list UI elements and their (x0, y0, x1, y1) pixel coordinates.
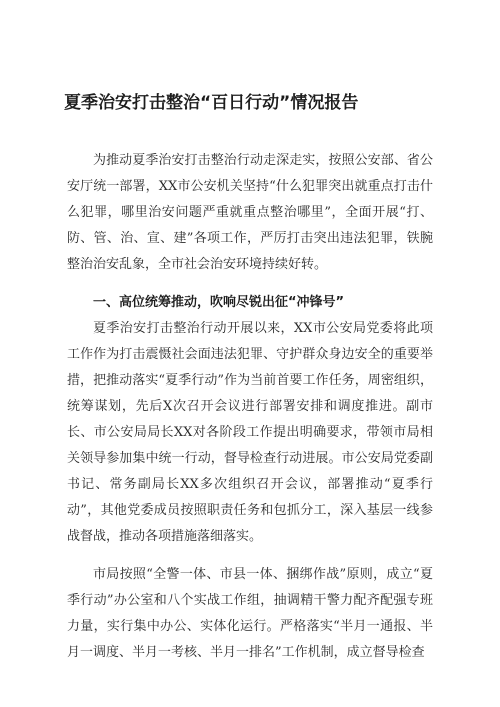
section-1-heading: 一、高位统筹推动，吹响尽锐出征“冲锋号” (93, 295, 345, 310)
document-title: 夏季治安打击整治“百日行动”情况报告 (64, 93, 359, 113)
intro-paragraph: 为推动夏季治安打击整治行动走深走实，按照公安部、省公安厅统一部署，XX市公安机关坚持“什么犯罪突出就重点打击什么犯罪，哪里治安问题严重就重点整治哪里”，全面开展“打、防、管、治、宣、建”各项工作，严厉打击突出违法犯罪，铁腕整治治安乱象，全市社会治安环境持续好转。 (67, 153, 433, 272)
section-1-paragraph-1: 夏季治安打击整治行动开展以来，XX市公安局党委将此项工作作为打击震慑社会面违法犯罪、守护群众身边安全的重要举措，把推动落实“夏季行动”作为当前首要工作任务，周密组织，统筹谋划，先后X次召开会议进行部署安排和调度推进。副市长、市公安局局长XX对各阶段工作提出明确要求，带领市局相关领导参加集中统一行动，督导检查行动进展。市公安局党委副书记、常务副局长XX多次组织召开会议，部署推动“夏季行动”，其他党委成员按照职责任务和包抓分工，深入基层一线参战督战，推动各项措施落细落实。 (67, 321, 433, 544)
document-body (67, 148, 433, 678)
section-1-paragraph-2: 市局按照“全警一体、市县一体、捆绑作战”原则，成立“夏季行动”办公室和八个实战工作组，抽调精干警力配齐配强专班力量，实行集中办公、实体化运行。严格落实“半月一通报、半月一调度、半月一考核、半月一排名”工作机制，成立督导检查 (67, 567, 433, 660)
